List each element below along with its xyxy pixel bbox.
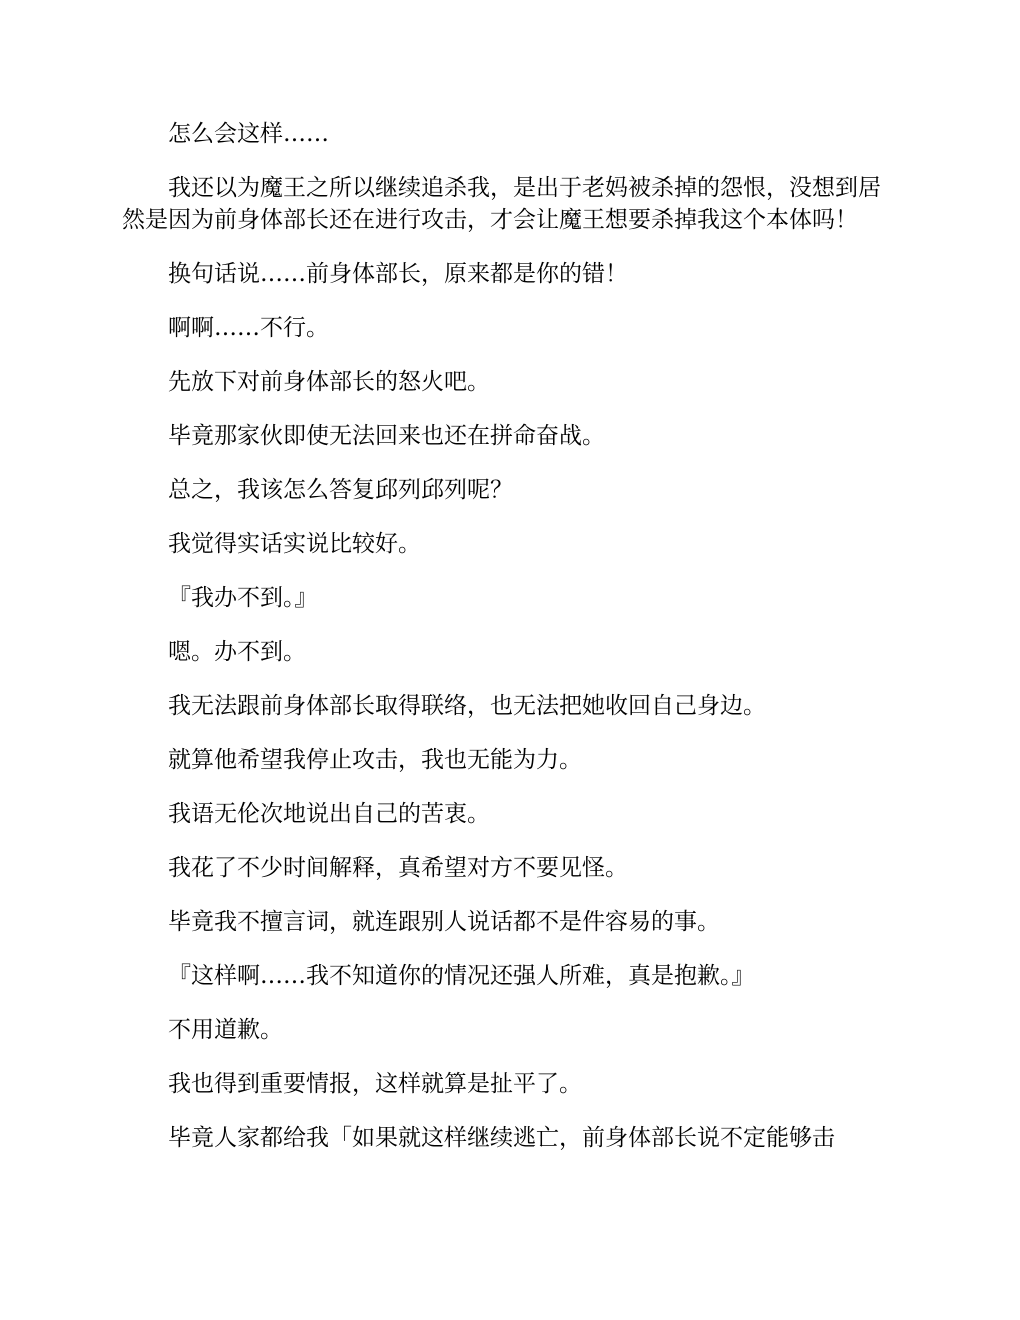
paragraph: 换句话说……前身体部长，原来都是你的错！ [168, 261, 628, 287]
paragraph: 毕竟我不擅言词，就连跟别人说话都不是件容易的事。 [168, 909, 720, 935]
paragraph: 不用道歉。 [168, 1017, 283, 1043]
paragraph: 先放下对前身体部长的怒火吧。 [168, 369, 490, 395]
paragraph: 我也得到重要情报，这样就算是扯平了。 [168, 1071, 582, 1097]
paragraph: 就算他希望我停止攻击，我也无能为力。 [168, 747, 582, 773]
paragraph: 我还以为魔王之所以继续追杀我，是出于老妈被杀掉的怨恨，没想到居然是因为前身体部长还在进行攻击，才会让魔王想要杀掉我这个本体吗！ [122, 175, 881, 233]
paragraph: 嗯。办不到。 [168, 639, 306, 665]
paragraph: 我觉得实话实说比较好。 [168, 531, 421, 557]
paragraph: 总之，我该怎么答复邱列邱列呢？ [168, 477, 513, 503]
paragraph: 我语无伦次地说出自己的苦衷。 [168, 801, 490, 827]
paragraph: 我花了不少时间解释，真希望对方不要见怪。 [168, 855, 628, 881]
paragraph: 啊啊……不行。 [168, 315, 329, 341]
paragraph: 毕竟人家都给我「如果就这样继续逃亡，前身体部长说不定能够击 [168, 1125, 835, 1151]
paragraph: 『这样啊……我不知道你的情况还强人所难，真是抱歉。』 [168, 963, 755, 989]
paragraph: 我无法跟前身体部长取得联络，也无法把她收回自己身边。 [168, 693, 766, 719]
paragraph: 怎么会这样…… [168, 121, 329, 147]
paragraph: 『我办不到。』 [168, 585, 318, 611]
document-body [122, 118, 900, 1176]
paragraph: 毕竟那家伙即使无法回来也还在拼命奋战。 [168, 423, 605, 449]
